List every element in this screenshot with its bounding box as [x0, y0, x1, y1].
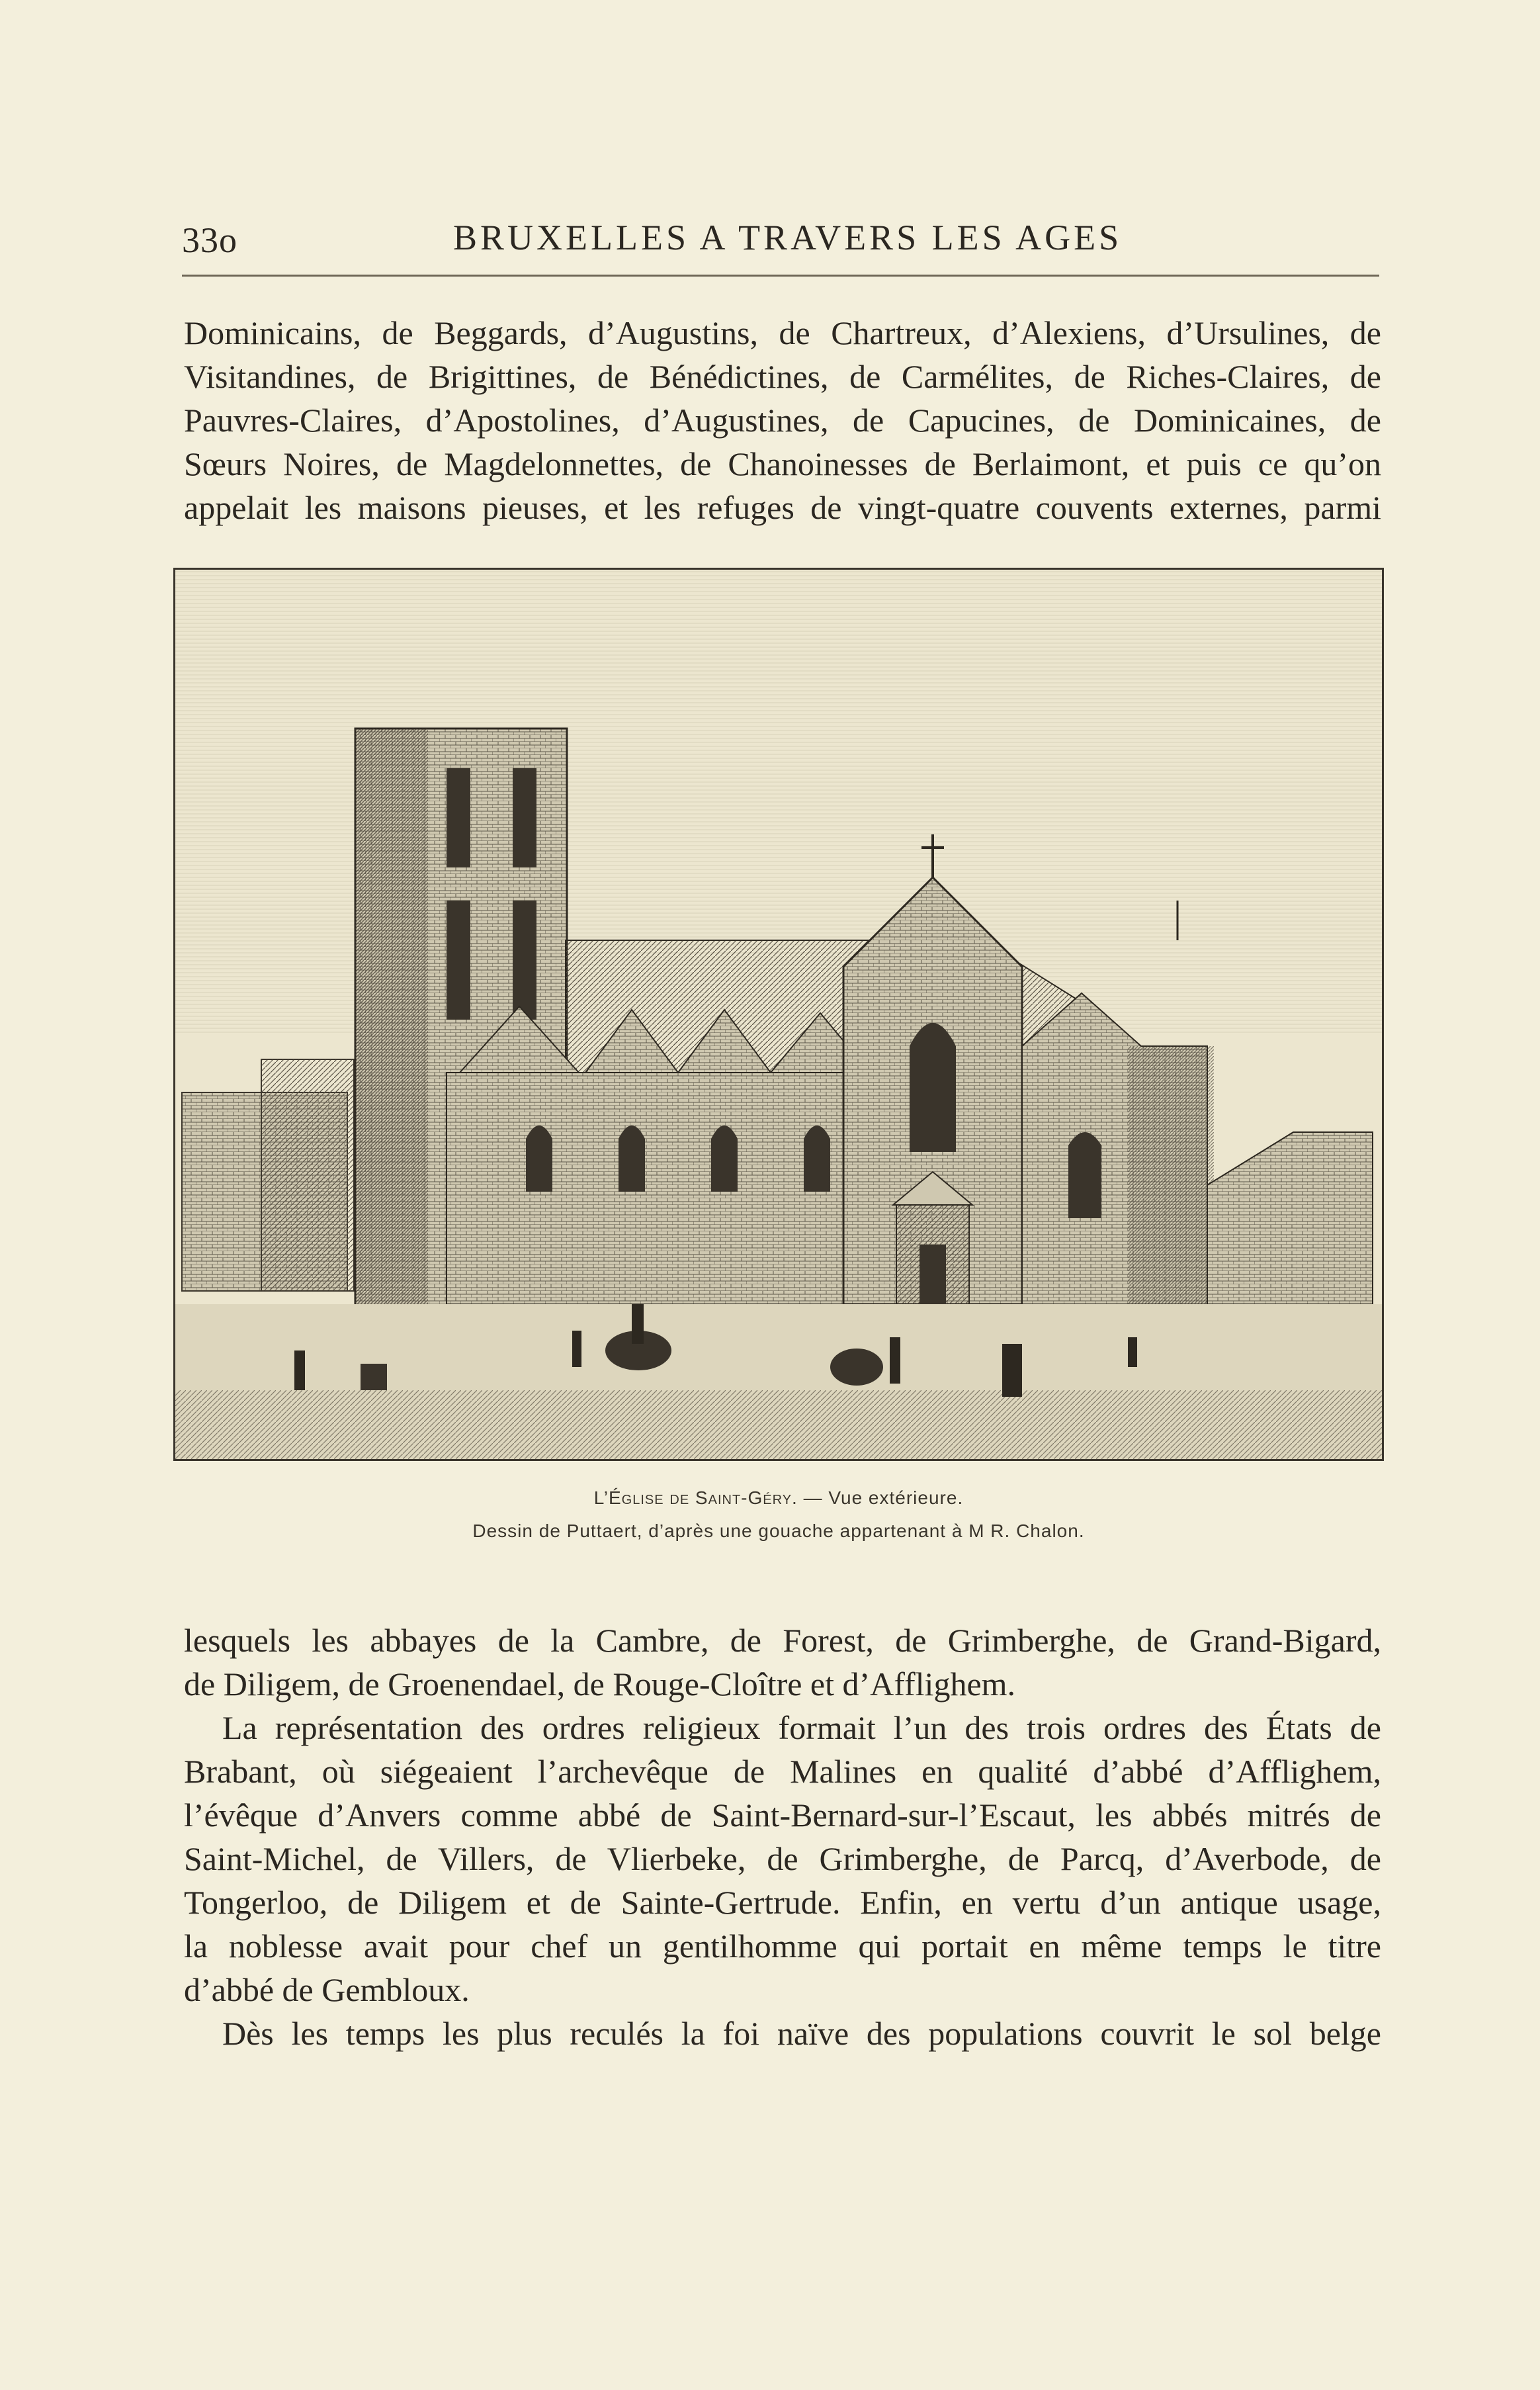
caption-title: L’Église de Saint-Géry. — [593, 1487, 798, 1508]
text-line: Pauvres-Claires, d’Apostolines, d’Augustines, de Capucines, de Dominicaines, de — [184, 402, 1381, 439]
text-line: Saint-Michel, de Villers, de Vlierbeke, de Grimberghe, de Parcq, d’Averbode, de — [184, 1840, 1381, 1877]
text-line: d’abbé de Gembloux. — [184, 1971, 470, 2008]
running-title: BRUXELLES A TRAVERS LES AGES — [453, 218, 1123, 257]
text-line: appelait les maisons pieuses, et les refuges de vingt-quatre couvents externes, parmi — [184, 489, 1381, 526]
header-rule — [182, 275, 1379, 277]
text-line: Sœurs Noires, de Magdelonnettes, de Chanoinesses de Berlaimont, et puis ce qu’on — [184, 445, 1381, 482]
figure-caption-credit: Dessin de Puttaert, d’après une gouache appartenant à M R. Chalon. — [472, 1521, 1085, 1541]
text-line: de Diligem, de Groenendael, de Rouge-Cloître et d’Afflighem. — [184, 1665, 1016, 1703]
bottom-paragraph-3 — [184, 2012, 1381, 2055]
caption-subtitle: — Vue extérieure. — [803, 1487, 964, 1508]
page-number: 33o — [182, 220, 237, 260]
text-line: la noblesse avait pour chef un gentilhomme qui portait en même temps le titre — [184, 1927, 1381, 1965]
text-line: Tongerloo, de Diligem et de Sainte-Gertrude. Enfin, en vertu d’un antique usage, — [184, 1884, 1381, 1921]
text-line: lesquels les abbayes de la Cambre, de Forest, de Grimberghe, de Grand-Bigard, — [184, 1622, 1381, 1659]
running-head — [182, 212, 1379, 271]
top-paragraph — [184, 311, 1381, 529]
text-line: Dès les temps les plus reculés la foi naïve des populations couvrit le sol belge — [222, 2015, 1381, 2052]
church-engraving — [173, 568, 1384, 1461]
text-line: Visitandines, de Brigittines, de Bénédictines, de Carmélites, de Riches-Claires, de — [184, 358, 1381, 395]
church-engraving-illustration — [175, 570, 1382, 1459]
bottom-paragraph-2 — [184, 1706, 1381, 2012]
text-line: Brabant, où siégeaient l’archevêque de Malines en qualité d’abbé d’Afflighem, — [184, 1753, 1381, 1790]
bottom-paragraph-1 — [184, 1618, 1381, 1706]
text-line: La représentation des ordres religieux formait l’un des trois ordres des États de — [222, 1709, 1381, 1746]
text-line: Dominicains, de Beggards, d’Augustins, de Chartreux, d’Alexiens, d’Ursulines, de — [184, 314, 1381, 351]
figure-caption-title — [173, 1487, 1384, 1509]
text-line: l’évêque d’Anvers comme abbé de Saint-Bernard-sur-l’Escaut, les abbés mitrés de — [184, 1796, 1381, 1834]
